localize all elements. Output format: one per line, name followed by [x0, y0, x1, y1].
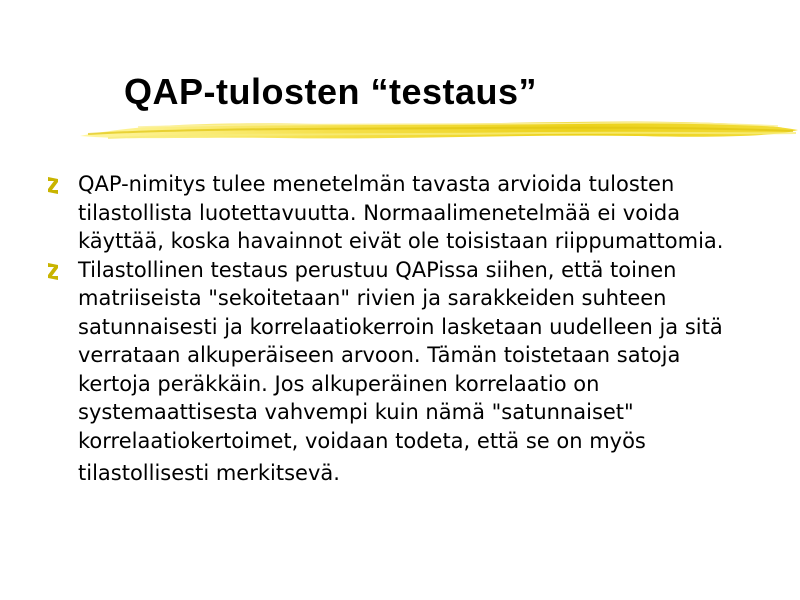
bullet-item [48, 170, 748, 256]
bullet-list [48, 170, 748, 488]
slide-title: QAP-tulosten “testaus” [124, 71, 538, 112]
bullet-text-last-line: tilastollisesti merkitsevä. [78, 461, 340, 485]
bullet-text: Tilastollinen testaus perustuu QAPissa siihen, että toinen matriiseista "sekoitetaan" rivien ja sarakkeiden suhteen satunnaisesti ja korrelaatiokerroin lasketaan uudelleen ja sitä verrataan alkuperäiseen arvoon. Tämän toistetaan satoja kertoja peräkkäin. Jos alkuperäinen korrelaatio on systemaattisesta vahvempi kuin nämä "satunnaiset" korrelaatiokertoimet, voidaan todeta, että se on myös [78, 257, 723, 453]
z-shaped-bullet-icon [48, 263, 58, 280]
z-shaped-bullet-icon [48, 177, 58, 194]
bullet-item [48, 256, 748, 488]
brush-stroke-underline [78, 114, 800, 148]
bullet-text: QAP-nimitys tulee menetelmän tavasta arvioida tulosten tilastollista luotettavuutta. Normaalimenetelmää ei voida käyttää, koska havainnot eivät ole toisistaan riippumattomia. [78, 172, 724, 253]
